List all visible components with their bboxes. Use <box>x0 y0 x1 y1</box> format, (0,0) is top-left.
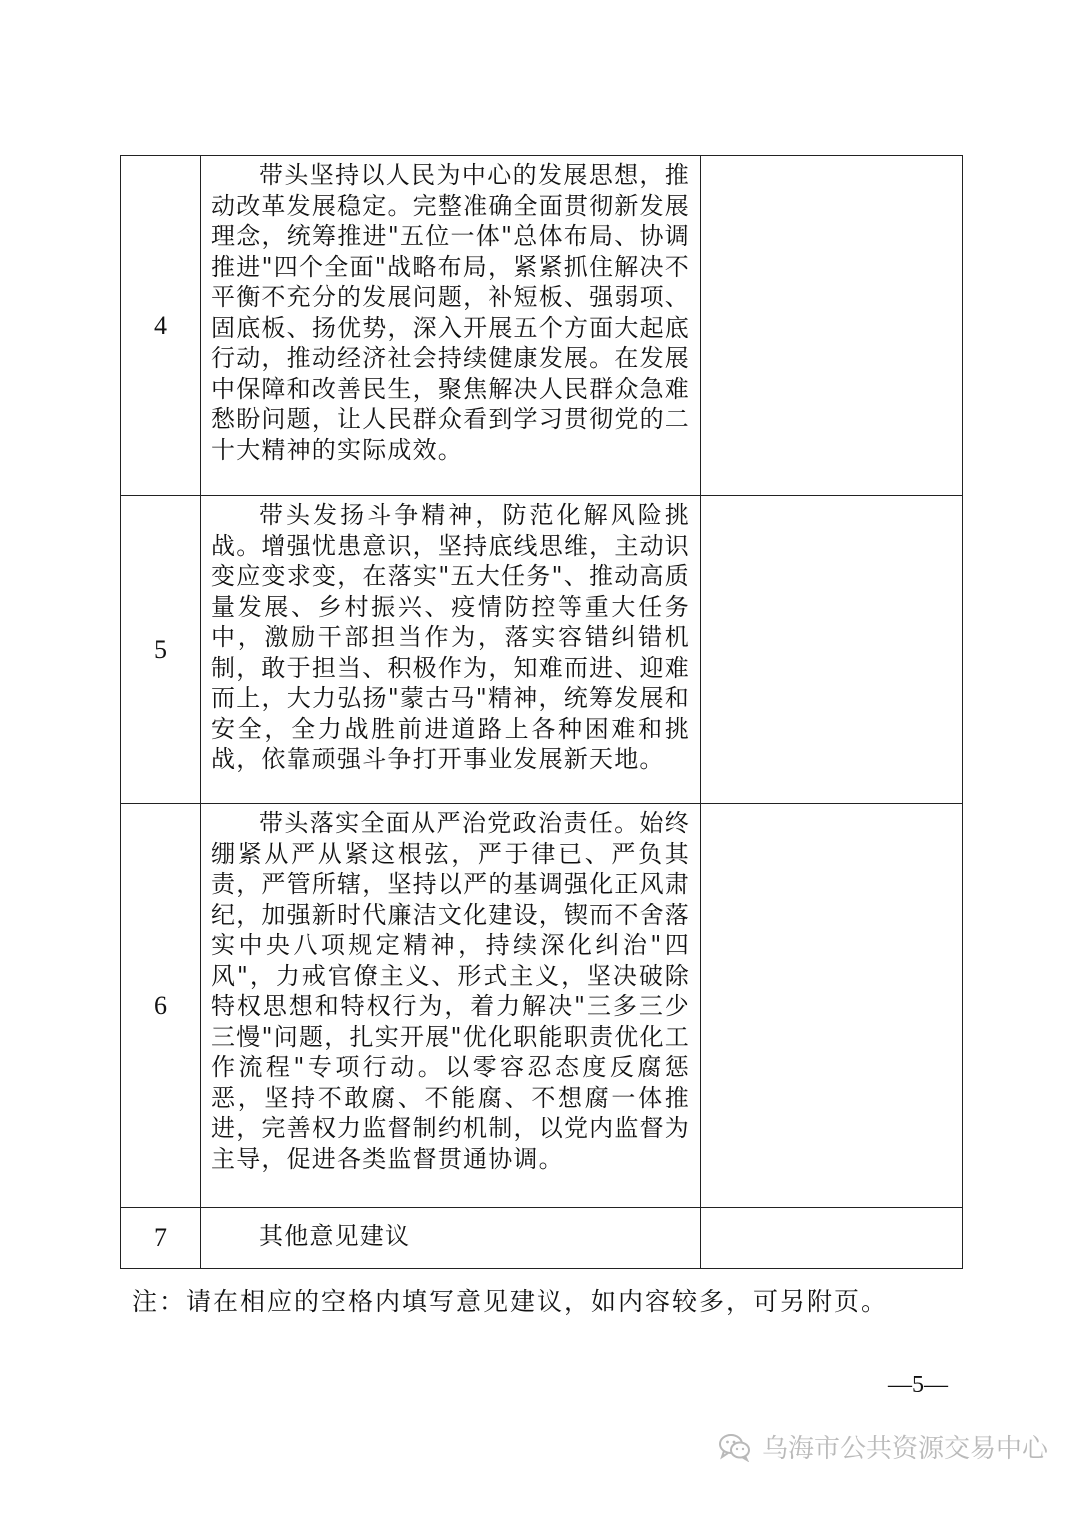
opinion-input-cell[interactable] <box>701 156 963 496</box>
table-row <box>121 156 963 496</box>
footnote: 注：请在相应的空格内填写意见建议，如内容较多，可另附页。 <box>132 1287 889 1316</box>
row-content <box>201 1208 701 1269</box>
opinion-input-cell[interactable] <box>701 804 963 1208</box>
watermark-text: 乌海市公共资源交易中心 <box>762 1434 1049 1464</box>
row-number: 6 <box>121 804 201 1208</box>
opinion-input-cell[interactable] <box>701 496 963 804</box>
row-content <box>201 804 701 1208</box>
table-row <box>121 804 963 1208</box>
row-content-text: 其他意见建议 <box>259 1222 411 1251</box>
row-content <box>201 496 701 804</box>
table-row <box>121 1208 963 1269</box>
row-number: 4 <box>121 156 201 496</box>
row-number: 7 <box>121 1208 201 1269</box>
watermark <box>718 1428 1048 1465</box>
table-row <box>121 496 963 804</box>
row-content-text: 带头坚持以人民为中心的发展思想，推动改革发展稳定。完整准确全面贯彻新发展理念，统筹推进"五位一体"总体布局、协调推进"四个全面"战略布局，紧紧抓住解决不平衡不充分的发展问题，补短板、强弱项、固底板、扬优势，深入开展五个方面大起底行动，推动经济社会持续健康发展。在发展中保障和改善民生，聚焦解决人民群众急难愁盼问题，让人民群众看到学习贯彻党的二十大精神的实际成效。 <box>211 161 690 464</box>
page-number: —5— <box>888 1372 948 1398</box>
opinion-table-section <box>120 155 962 1269</box>
row-content-text: 带头发扬斗争精神，防范化解风险挑战。增强忧患意识，坚持底线思维，主动识变应变求变，在落实"五大任务"、推动高质量发展、乡村振兴、疫情防控等重大任务中，激励干部担当作为，落实容错纠错机制，敢于担当、积极作为，知难而进、迎难而上，大力弘扬"蒙古马"精神，统筹发展和安全，全力战胜前进道路上各种困难和挑战，依靠顽强斗争打开事业发展新天地。 <box>211 501 690 773</box>
opinion-table <box>120 155 963 1269</box>
row-number: 5 <box>121 496 201 804</box>
row-content-text: 带头落实全面从严治党政治责任。始终绷紧从严从紧这根弦，严于律已、严负其责，严管所辖，坚持以严的基调强化正风肃纪，加强新时代廉洁文化建设，锲而不舍落实中央八项规定精神，持续深化纠治"四风"，力戒官僚主义、形式主义，坚决破除特权思想和特权行为，着力解决"三多三少三慢"问题，扎实开展"优化职能职责优化工作流程"专项行动。以零容忍态度反腐惩恶，坚持不敢腐、不能腐、不想腐一体推进，完善权力监督制约机制，以党内监督为主导，促进各类监督贯通协调。 <box>211 809 690 1173</box>
wechat-icon <box>718 1432 752 1462</box>
row-content <box>201 156 701 496</box>
opinion-input-cell[interactable] <box>701 1208 963 1269</box>
